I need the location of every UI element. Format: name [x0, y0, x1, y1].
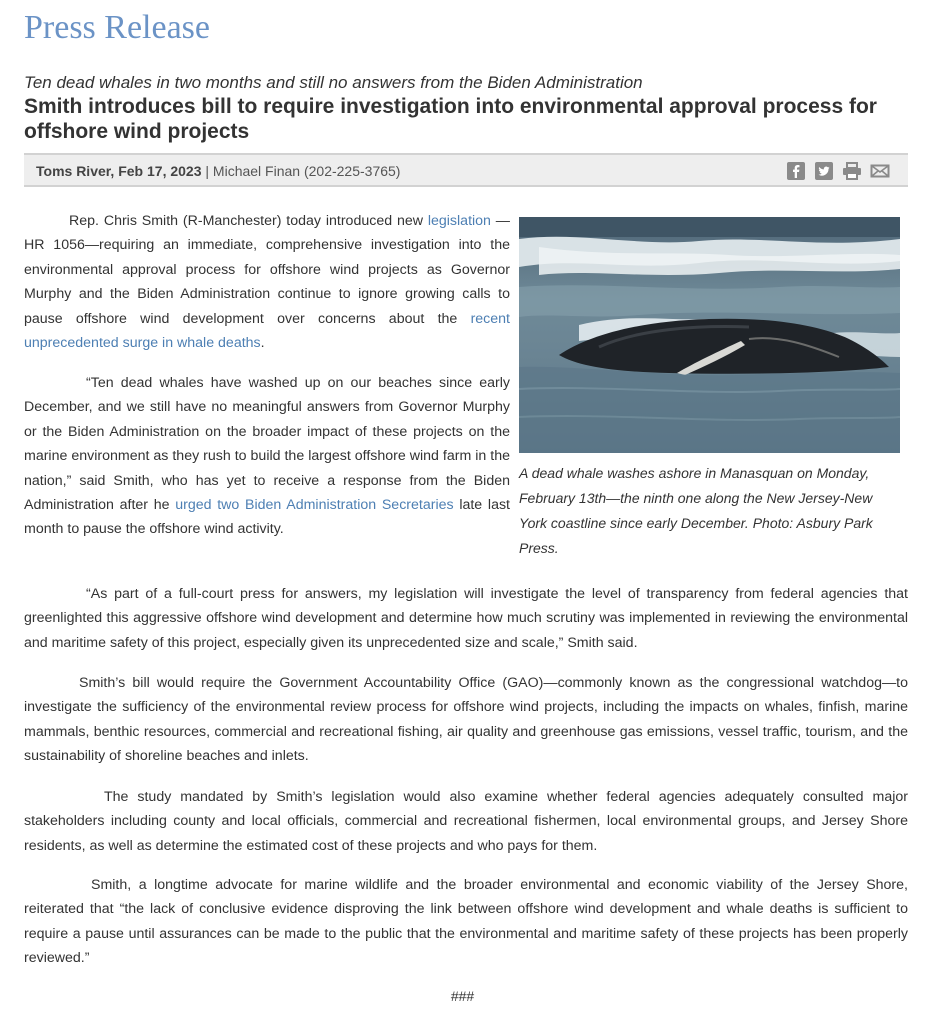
headline: Smith introduces bill to require investigation into environmental approval process for offshore wind projects — [24, 95, 877, 143]
page-title: Press Release — [24, 9, 211, 46]
photo-caption: A dead whale washes ashore in Manasquan on Monday, February 13th—the ninth one along the New Jersey-New York coastline since early December. Photo: Asbury Park Press. — [519, 465, 873, 556]
paragraph-2-text-b: late last month to pause the offshore wind activity. — [24, 497, 510, 538]
end-mark: ### — [450, 988, 475, 1004]
whale-photo — [519, 217, 900, 453]
dateline — [36, 162, 400, 180]
paragraph-1 — [24, 209, 510, 355]
facebook-icon[interactable] — [786, 161, 806, 181]
paragraph-3: “As part of a full-court press for answers, my legislation will investigate the level of transparency from federal agencies that greenlighted this aggressive offshore wind development and determine how much scrutiny was implemented in reviewing the environmental and maritime safety of this project, especially given its unprecedented size and scale,” Smith said. — [24, 586, 908, 651]
print-icon[interactable] — [842, 161, 862, 181]
paragraph-1-text-a: Rep. Chris Smith (R-Manchester) today introduced new — [69, 213, 428, 229]
paragraph-2 — [24, 371, 510, 542]
paragraph-1-text-c: . — [260, 335, 265, 352]
email-icon[interactable] — [870, 161, 890, 181]
dateline-contact: Michael Finan (202-225-3765) — [212, 163, 401, 179]
paragraph-5: The study mandated by Smith’s legislation would also examine whether federal agencies adequately consulted major stakeholders including county and local officials, commercial and recreational fishermen, local environmental groups, and Jersey Shore residents, as well as determine the estimated cost of these projects and who pays for them. — [24, 789, 908, 854]
paragraph-1-text-b: —HR 1056—requiring an immediate, comprehensive investigation into the environmental approval process for offshore wind projects as Governor Murphy and the Biden Administration continue to ignore growing calls to pause offshore wind development over concerns about the — [24, 213, 510, 327]
paragraph-2-text-a: “Ten dead whales have washed up on our beaches since early December, and we still have no meaningful answers from Governor Murphy or the Biden Administration on the broader impact of these projects on the marine environment as they rush to build the largest offshore wind farm in the nation,” said Smith, who has yet to receive a response from the Biden Administration after he — [24, 375, 510, 514]
dateline-separator: | — [201, 163, 213, 179]
twitter-icon[interactable] — [814, 161, 834, 181]
dateline-location-date: Toms River, Feb 17, 2023 — [36, 163, 202, 179]
share-icons — [786, 161, 890, 181]
dateline-bar — [24, 153, 908, 187]
photo-figure — [519, 217, 900, 561]
paragraph-4: Smith’s bill would require the Government Accountability Office (GAO)—commonly known as the congressional watchdog—to investigate the sufficiency of the environmental review process for offshore wind projects, including the impacts on whales, finfish, marine mammals, benthic resources, commercial and recreational fishing, air quality and greenhouse gas emissions, vessel traffic, tourism, and the sustainability of shoreline beaches and inlets. — [24, 675, 908, 765]
legislation-link[interactable]: legislation — [427, 213, 491, 229]
paragraph-6: Smith, a longtime advocate for marine wildlife and the broader environmental and economic viability of the Jersey Shore, reiterated that “the lack of conclusive evidence disproving the link between offshore wind development and whale deaths is sufficient to require a pause until assurances can be made to the public that the environmental and maritime safety of these projects has been properly reviewed.” — [24, 877, 908, 967]
secretaries-link[interactable]: urged two Biden Administration Secretaries — [175, 497, 454, 514]
whale-deaths-link[interactable]: recent unprecedented surge in whale deaths — [24, 310, 510, 352]
subhead: Ten dead whales in two months and still no answers from the Biden Administration — [24, 73, 643, 92]
